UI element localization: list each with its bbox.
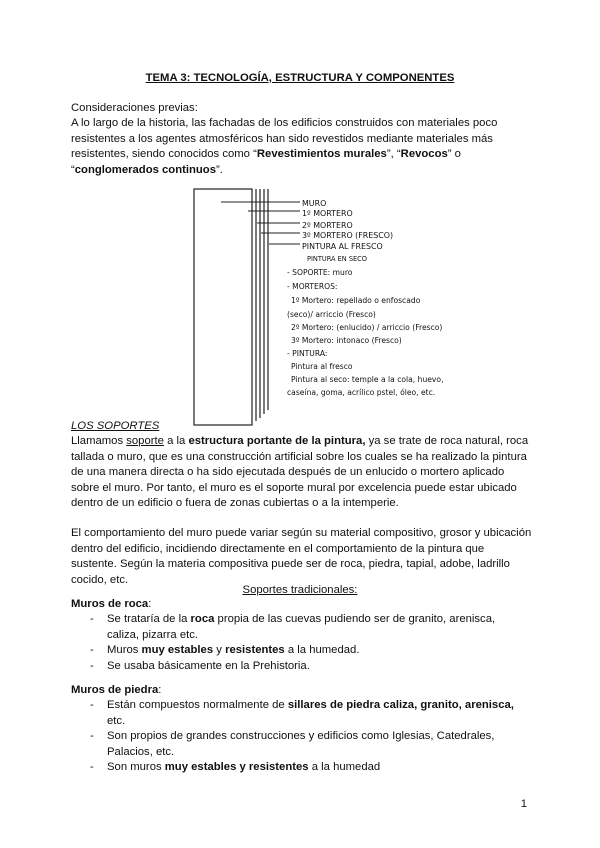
note-mortero-3: 3º Mortero: intonaco (Fresco) <box>291 336 402 345</box>
soportes-section <box>71 419 533 588</box>
list-item: - Muros muy estables y resistentes a la humedad. <box>71 643 526 658</box>
mural-layers-diagram <box>193 188 444 428</box>
note-pintura-fresco: Pintura al fresco <box>291 362 353 371</box>
soportes-paragraph-2: El comportamiento del muro puede variar según su material compositivo, grosor y ubicación dentro del edificio, incidiendo directamente en el comportamiento de la pintura que sustente. Según la materia compositiva puede ser de roca, piedra, tapial, adobe, ladrillo cocido, etc. <box>71 527 532 586</box>
muros-roca-title: Muros de roca: <box>71 598 152 610</box>
intro-section <box>71 101 531 178</box>
soportes-heading: LOS SOPORTES <box>71 420 160 432</box>
list-item: - Están compuestos normalmente de sillares de piedra caliza, granito, arenisca, etc. <box>71 698 526 729</box>
page-title: TEMA 3: TECNOLOGÍA, ESTRUCTURA Y COMPONENTES <box>145 72 455 84</box>
page-number: 1 <box>520 798 527 810</box>
intro-paragraph: A lo largo de la historia, las fachadas de los edificios construidos con materiales poco resistentes a los agentes atmosféricos han sido revestidos mediante materiales más resistentes, siendo conocidos como “Revestimientos murales”, “Revocos” o “conglomerados continuos”. <box>71 117 498 176</box>
list-item: - Se usaba básicamente en la Prehistoria. <box>71 659 526 674</box>
muros-piedra-title: Muros de piedra: <box>71 684 162 696</box>
note-pintura: - PINTURA: <box>287 349 328 358</box>
label-mortero-1: 1º MORTERO <box>302 209 353 218</box>
note-morteros: - MORTEROS: <box>287 282 338 291</box>
list-item: - Son muros muy estables y resistentes a la humedad <box>71 760 526 775</box>
list-item: - Se trataría de la roca propia de las cuevas pudiendo ser de granito, arenisca, caliza, pizarra etc. <box>71 612 526 643</box>
list-item: - Son propios de grandes construcciones y edificios como Iglesias, Catedrales, Palacios, etc. <box>71 729 526 760</box>
muros-piedra-section <box>71 683 526 775</box>
note-pintura-seco-cont: caseína, goma, acrílico pstel, óleo, etc. <box>287 388 436 397</box>
tradicionales-heading: Soportes tradicionales: <box>242 584 358 596</box>
note-soporte: - SOPORTE: muro <box>287 268 353 277</box>
soportes-paragraph-1: Llamamos soporte a la estructura portante de la pintura, ya se trate de roca natural, roca tallada o muro, que es una construcción artificial sobre los cuales se ha realizado la pintura de una manera directa o ha sido ejecutada después de un enlucido o mortero aplicado sobre el muro. Por tanto, el muro es el soporte mural por excelencia puede estar ubicado dentro de un edificio o fuera de zonas cubiertas o a la intemperie. <box>71 435 529 510</box>
note-mortero-1: 1º Mortero: repellado o enfoscado <box>291 296 421 305</box>
label-pintura-seco: PINTURA EN SECO <box>307 255 367 263</box>
note-mortero-1-cont: (seco)/ arriccio (Fresco) <box>287 310 376 319</box>
label-mortero-2: 2º MORTERO <box>302 221 353 230</box>
note-pintura-seco: Pintura al seco: temple a la cola, huevo, <box>291 375 444 384</box>
muros-roca-section <box>71 597 526 674</box>
note-mortero-2: 2º Mortero: (enlucido) / arriccio (Fresco) <box>291 323 443 332</box>
label-muro: MURO <box>302 199 327 208</box>
label-mortero-3: 3º MORTERO (FRESCO) <box>302 231 394 240</box>
label-pintura-fresco: PINTURA AL FRESCO <box>302 242 383 251</box>
intro-heading: Consideraciones previas: <box>71 102 198 114</box>
